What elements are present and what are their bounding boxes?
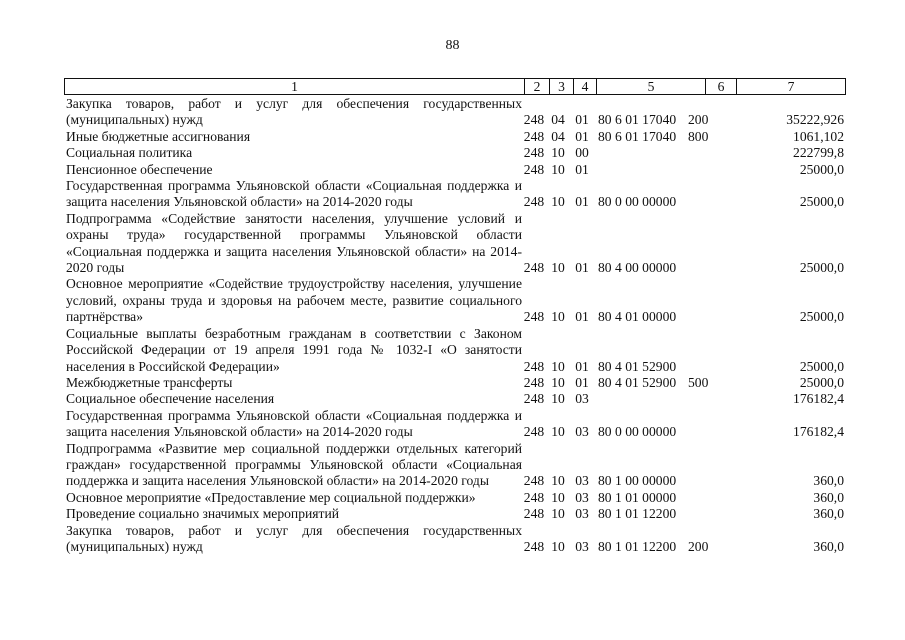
row-name: Основное мероприятие «Предоставление мер социальной поддержки» [66,489,476,505]
table-row [64,408,846,441]
row-expense-type: 200 [688,538,709,554]
row-code-subsection: 03 [575,391,589,407]
budget-table [64,78,846,555]
row-code-admin: 248 [523,424,545,440]
row-sum: 35222,926 [786,112,844,128]
row-name: Подпрограмма «Развитие мер социальной поддержки отдельных категорий граждан» государственной программы Ульяновской области «Социальная поддержка и защита населения Ульяновской области» на 2014-2020 годы [66,440,522,489]
row-code-subsection: 01 [575,260,589,276]
row-code-section: 04 [551,112,565,128]
row-sum: 360,0 [813,506,844,522]
row-sum: 222799,8 [793,145,844,161]
row-target-article: 80 6 01 17040 [598,112,677,128]
table-row [64,129,846,145]
row-code-subsection: 01 [575,194,589,210]
row-target-article: 80 6 01 17040 [598,128,677,144]
row-sum: 25000,0 [799,309,844,325]
table-row [64,441,846,490]
row-code-subsection: 03 [575,506,589,522]
table-row [64,211,846,277]
row-sum: 360,0 [813,538,844,554]
row-code-admin: 248 [523,391,545,407]
row-target-article: 80 0 00 00000 [598,424,677,440]
row-code-admin: 248 [523,128,545,144]
row-sum: 25000,0 [799,194,844,210]
row-code-subsection: 03 [575,538,589,554]
row-code-admin: 248 [523,145,545,161]
row-code-section: 10 [551,260,565,276]
row-name: Основное мероприятие «Содействие трудоустройству населения, улучшение условий, охраны труда и здоровья на рабочем месте, развитие социального партнёрства» [66,276,522,325]
row-sum: 25000,0 [799,374,844,390]
table-row [64,162,846,178]
row-code-section: 04 [551,128,565,144]
row-target-article: 80 1 00 00000 [598,473,677,489]
row-code-section: 10 [551,145,565,161]
table-row [64,391,846,407]
row-target-article: 80 4 00 00000 [598,260,677,276]
row-code-subsection: 00 [575,145,589,161]
row-sum: 360,0 [813,473,844,489]
row-code-subsection: 03 [575,473,589,489]
row-code-admin: 248 [523,260,545,276]
row-name: Социальное обеспечение населения [66,391,275,407]
row-sum: 25000,0 [799,260,844,276]
table-row [64,523,846,556]
row-code-subsection: 03 [575,489,589,505]
table-row [64,178,846,211]
row-code-subsection: 01 [575,161,589,177]
row-expense-type: 800 [688,128,709,144]
row-code-admin: 248 [523,112,545,128]
table-row [64,276,846,325]
row-name: Пенсионное обеспечение [66,161,213,177]
row-name: Закупка товаров, работ и услуг для обеспечения государственных (муниципальных) нужд [66,522,522,554]
header-col-6: 6 [717,79,725,94]
row-code-admin: 248 [523,473,545,489]
row-sum: 176182,4 [793,391,844,407]
row-target-article: 80 1 01 12200 [598,506,677,522]
row-code-admin: 248 [523,161,545,177]
row-sum: 176182,4 [793,424,844,440]
header-col-4: 4 [581,79,589,94]
row-sum: 360,0 [813,489,844,505]
row-code-section: 10 [551,424,565,440]
row-code-section: 10 [551,391,565,407]
row-name: Закупка товаров, работ и услуг для обеспечения государственных (муниципальных) нужд [66,96,522,128]
row-code-section: 10 [551,473,565,489]
row-code-section: 10 [551,161,565,177]
page-number: 88 [445,38,460,53]
header-col-2: 2 [533,79,541,94]
table-row [64,145,846,161]
row-expense-type: 500 [688,374,709,390]
row-sum: 25000,0 [799,358,844,374]
row-target-article: 80 4 01 52900 [598,358,677,374]
row-name: Иные бюджетные ассигнования [66,128,251,144]
row-code-subsection: 01 [575,112,589,128]
row-code-section: 10 [551,358,565,374]
table-row [64,506,846,522]
row-sum: 1061,102 [793,128,844,144]
row-code-subsection: 03 [575,424,589,440]
row-code-subsection: 01 [575,374,589,390]
row-expense-type: 200 [688,112,709,128]
table-header [64,78,846,95]
row-target-article: 80 1 01 00000 [598,489,677,505]
table-row [64,375,846,391]
row-code-section: 10 [551,194,565,210]
row-name: Государственная программа Ульяновской области «Социальная поддержка и защита населения Ульяновской области» на 2014-2020 годы [66,178,522,210]
row-code-admin: 248 [523,538,545,554]
row-code-admin: 248 [523,309,545,325]
row-name: Проведение социально значимых мероприятий [66,506,340,522]
table-row [64,96,846,129]
header-col-7: 7 [787,79,795,94]
row-sum: 25000,0 [799,161,844,177]
row-code-section: 10 [551,506,565,522]
row-code-section: 10 [551,309,565,325]
row-target-article: 80 1 01 12200 [598,538,677,554]
row-target-article: 80 0 00 00000 [598,194,677,210]
row-name: Социальная политика [66,145,193,161]
row-name: Социальные выплаты безработным гражданам в соответствии с Законом Российской Федерации от 19 апреля 1991 года № 1032-I «О занятости населения в Российской Федерации» [66,325,522,374]
row-code-section: 10 [551,538,565,554]
row-code-admin: 248 [523,194,545,210]
row-code-subsection: 01 [575,309,589,325]
row-name: Подпрограмма «Содействие занятости населения, улучшение условий и охраны труда» государственной программы Ульяновской области «Социальная поддержка и защита населения Ульяновской области» на 2014-2020 годы [66,210,522,276]
table-body [64,95,846,555]
table-row [64,326,846,375]
row-name: Межбюджетные трансферты [66,374,233,390]
row-code-subsection: 01 [575,128,589,144]
row-code-section: 10 [551,374,565,390]
row-code-admin: 248 [523,358,545,374]
header-col-5: 5 [647,79,655,94]
row-code-subsection: 01 [575,358,589,374]
table-row [64,490,846,506]
row-name: Государственная программа Ульяновской области «Социальная поддержка и защита населения Ульяновской области» на 2014-2020 годы [66,407,522,440]
row-code-admin: 248 [523,506,545,522]
row-target-article: 80 4 01 00000 [598,309,677,325]
header-col-1: 1 [291,79,298,94]
row-target-article: 80 4 01 52900 [598,374,677,390]
row-code-section: 10 [551,489,565,505]
row-code-admin: 248 [523,489,545,505]
header-col-3: 3 [558,79,565,94]
row-code-admin: 248 [523,374,545,390]
